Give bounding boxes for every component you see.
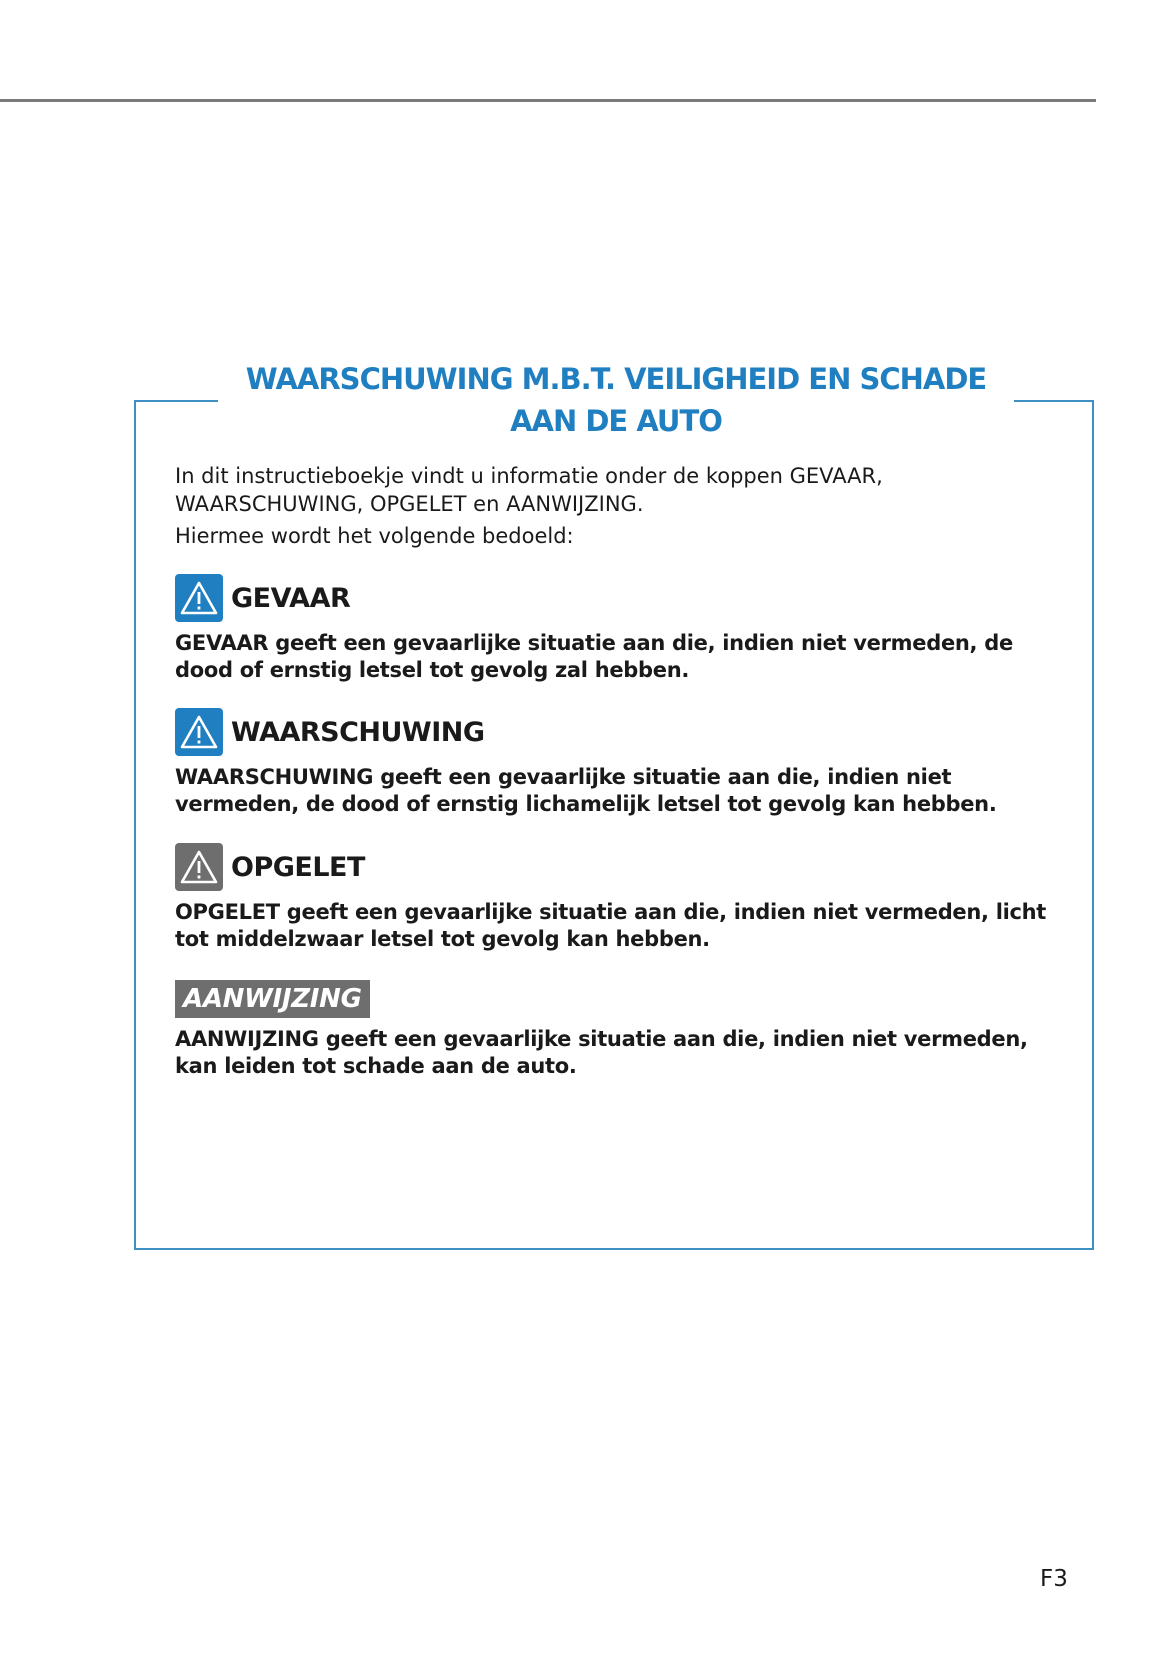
intro-text-followup: Hiermee wordt het volgende bedoeld: <box>175 524 574 548</box>
intro-text: In dit instructieboekje vindt u informatie onder de koppen GEVAAR, WAARSCHUWING, OPGELET en AANWIJZING. <box>175 464 883 516</box>
section-title-waarschuwing: WAARSCHUWING <box>231 716 485 748</box>
notice-frame-top-right <box>1014 400 1094 402</box>
section-text-waarschuwing: WAARSCHUWING geeft een gevaarlijke situatie aan die, indien niet vermeden, de dood of ernstig lichamelijk letsel tot gevolg kan hebben. <box>175 765 997 816</box>
section-title-opgelet: OPGELET <box>231 851 365 883</box>
section-opgelet <box>175 843 1075 953</box>
page-title: WAARSCHUWING M.B.T. VEILIGHEID EN SCHADE AAN DE AUTO <box>245 362 987 438</box>
section-title-aanwijzing: AANWIJZING <box>175 980 370 1018</box>
intro-block <box>175 462 1075 550</box>
section-gevaar <box>175 574 1075 684</box>
warning-triangle-icon <box>175 574 223 622</box>
warning-triangle-icon <box>175 843 223 891</box>
header-rule <box>0 99 1096 102</box>
section-text-aanwijzing: AANWIJZING geeft een gevaarlijke situatie aan die, indien niet vermeden, kan leiden tot schade aan de auto. <box>175 1027 1028 1078</box>
warning-triangle-icon <box>175 708 223 756</box>
page-number: F3 <box>1040 1566 1068 1592</box>
section-aanwijzing <box>175 980 1075 1080</box>
section-waarschuwing <box>175 708 1075 818</box>
section-text-opgelet: OPGELET geeft een gevaarlijke situatie aan die, indien niet vermeden, licht tot middelzwaar letsel tot gevolg kan hebben. <box>175 900 1047 951</box>
section-title-gevaar: GEVAAR <box>231 582 351 614</box>
notice-frame-top-left <box>134 400 218 402</box>
section-text-gevaar: GEVAAR geeft een gevaarlijke situatie aan die, indien niet vermeden, de dood of ernstig letsel tot gevolg zal hebben. <box>175 631 1013 682</box>
